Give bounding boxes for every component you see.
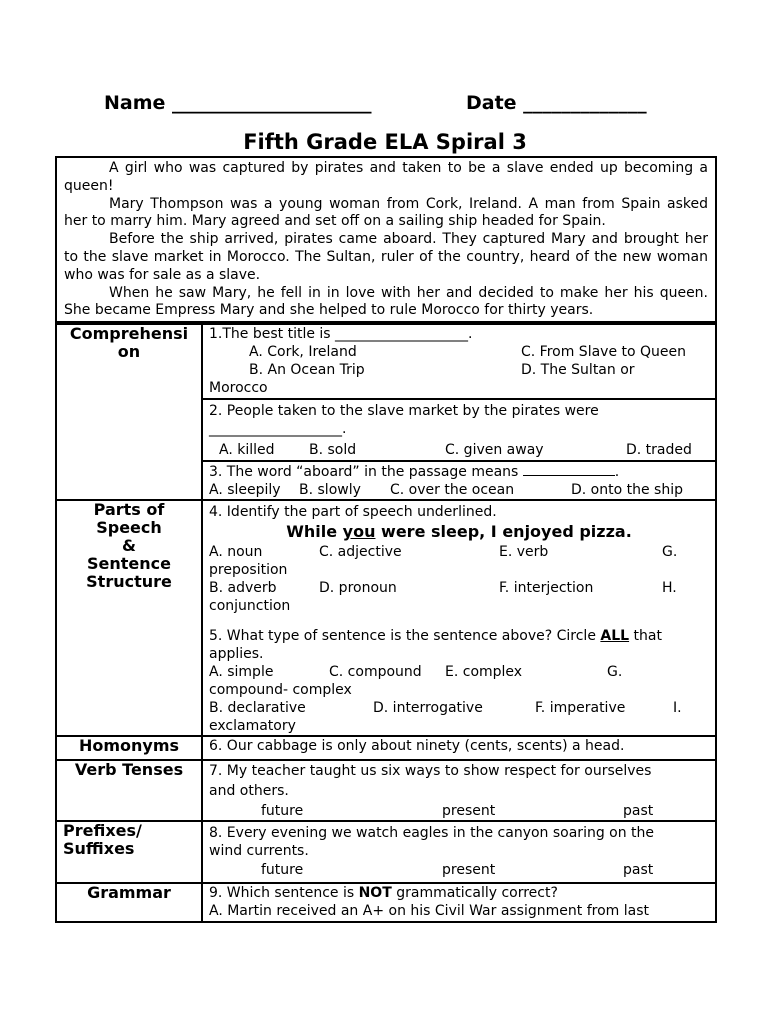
q1-option-d-continued: Morocco [209, 380, 268, 396]
question-9 [202, 883, 716, 922]
q3-option-a[interactable]: A. sleepily [209, 482, 281, 498]
question-3 [202, 461, 716, 500]
q5-option-d[interactable]: D. interrogative [373, 700, 483, 716]
reading-passage [55, 156, 717, 323]
q1-option-d[interactable]: D. The Sultan or [521, 362, 635, 378]
q2-option-b[interactable]: B. sold [309, 442, 357, 458]
date-field-label[interactable]: Date _____________ [466, 92, 647, 114]
q5-option-b[interactable]: B. declarative [209, 700, 306, 716]
page-title: Fifth Grade ELA Spiral 3 [243, 130, 527, 154]
q1-option-a[interactable]: A. Cork, Ireland [249, 344, 357, 360]
question-1 [202, 324, 716, 399]
question-5-prompt: 5. What type of sentence is the sentence above? Circle ALL that [209, 628, 662, 644]
q5-option-f[interactable]: F. imperative [535, 700, 626, 716]
section-label-parts-of-speech: Parts of Speech & Sentence Structure [56, 500, 202, 736]
question-2-blank: ___________________. [209, 421, 347, 437]
section-label-grammar: Grammar [56, 883, 202, 922]
q8-option-present[interactable]: present [442, 862, 496, 878]
q7-option-present[interactable]: present [442, 803, 496, 819]
q7-option-future[interactable]: future [261, 803, 304, 819]
answer-blank[interactable] [523, 462, 615, 476]
section-label-comprehension: Comprehensi on [56, 324, 202, 500]
q5-option-e[interactable]: E. complex [445, 664, 523, 680]
question-2 [202, 399, 716, 461]
q3-option-d[interactable]: D. onto the ship [571, 482, 683, 498]
q2-option-d[interactable]: D. traded [626, 442, 692, 458]
q9-option-a[interactable]: A. Martin received an A+ on his Civil War assignment from last [209, 903, 649, 919]
question-7: 7. My teacher taught us six ways to show respect for ourselves and others. future present past [202, 760, 716, 821]
section-label-verb-tenses: Verb Tenses [56, 760, 202, 821]
passage-paragraph: When he saw Mary, he fell in in love with her and decided to make her his queen. She became Empress Mary and she helped to rule Morocco for thirty years. [64, 284, 708, 319]
question-6: 6. Our cabbage is only about ninety (cents, scents) a head. [202, 736, 716, 760]
q4-option-b[interactable]: B. adverb [209, 580, 277, 596]
q4-option-e[interactable]: E. verb [499, 544, 549, 560]
q8-option-future[interactable]: future [261, 862, 304, 878]
q5-option-a[interactable]: A. simple [209, 664, 274, 680]
question-table [55, 323, 717, 923]
name-field-label[interactable]: Name _____________________ [104, 92, 372, 114]
passage-paragraph: Before the ship arrived, pirates came aboard. They captured Mary and brought her to the slave market in Morocco. The Sultan, ruler of the country, heard of the new woman who was for sale as a slave. [64, 231, 708, 283]
q2-option-a[interactable]: A. killed [219, 442, 275, 458]
question-3-prompt: 3. The word “aboard” in the passage means . [209, 464, 620, 480]
q4-option-c[interactable]: C. adjective [319, 544, 402, 560]
q5-option-i[interactable]: I. [673, 700, 682, 716]
q4-option-f[interactable]: F. interjection [499, 580, 594, 596]
q1-option-c[interactable]: C. From Slave to Queen [521, 344, 687, 360]
q4-option-g[interactable]: G. [662, 544, 678, 560]
q3-option-c[interactable]: C. over the ocean [390, 482, 515, 498]
q7-option-past[interactable]: past [623, 803, 654, 819]
q5-option-g[interactable]: G. [607, 664, 623, 680]
q4-option-a[interactable]: A. noun [209, 544, 263, 560]
question-1-prompt: 1.The best title is ___________________. [209, 326, 473, 342]
passage-paragraph: Mary Thompson was a young woman from Cork, Ireland. A man from Spain asked her to marry him. Mary agreed and set off on a sailing ship headed for Spain. [64, 195, 708, 230]
passage-paragraph: A girl who was captured by pirates and taken to be a slave ended up becoming a queen! [64, 160, 708, 194]
section-label-prefixes-suffixes: Prefixes/ Suffixes [56, 821, 202, 883]
q4-option-d[interactable]: D. pronoun [319, 580, 397, 596]
q4-sentence: While you were sleep, I enjoyed pizza. [286, 522, 632, 541]
underlined-word: you [342, 522, 376, 541]
q4-option-h[interactable]: H. [662, 580, 677, 596]
q5-option-c[interactable]: C. compound [329, 664, 422, 680]
q3-option-b[interactable]: B. slowly [299, 482, 361, 498]
question-4-prompt: 4. Identify the part of speech underlined. [209, 504, 497, 520]
question-9-prompt: 9. Which sentence is NOT grammatically correct? [209, 885, 558, 901]
section-label-homonyms: Homonyms [56, 736, 202, 760]
q1-option-b[interactable]: B. An Ocean Trip [249, 362, 365, 378]
question-4-5: 4. Identify the part of speech underlined. While you were sleep, I enjoyed pizza. A. noun C. adjective E. verb G. preposition B. adverb D. pronoun F. interjection H. conjunction 5. What type of sentence is the sentence above? Circle ALL that applies. A. simple C. compound E. complex G. compound- complex B. declarative D. interrogative F. imperative I. exclamatory [202, 500, 716, 736]
q8-option-past[interactable]: past [623, 862, 654, 878]
question-2-prompt: 2. People taken to the slave market by the pirates were [209, 403, 599, 419]
q2-option-c[interactable]: C. given away [445, 442, 544, 458]
question-8: 8. Every evening we watch eagles in the canyon soaring on the wind currents. future present past [202, 821, 716, 883]
